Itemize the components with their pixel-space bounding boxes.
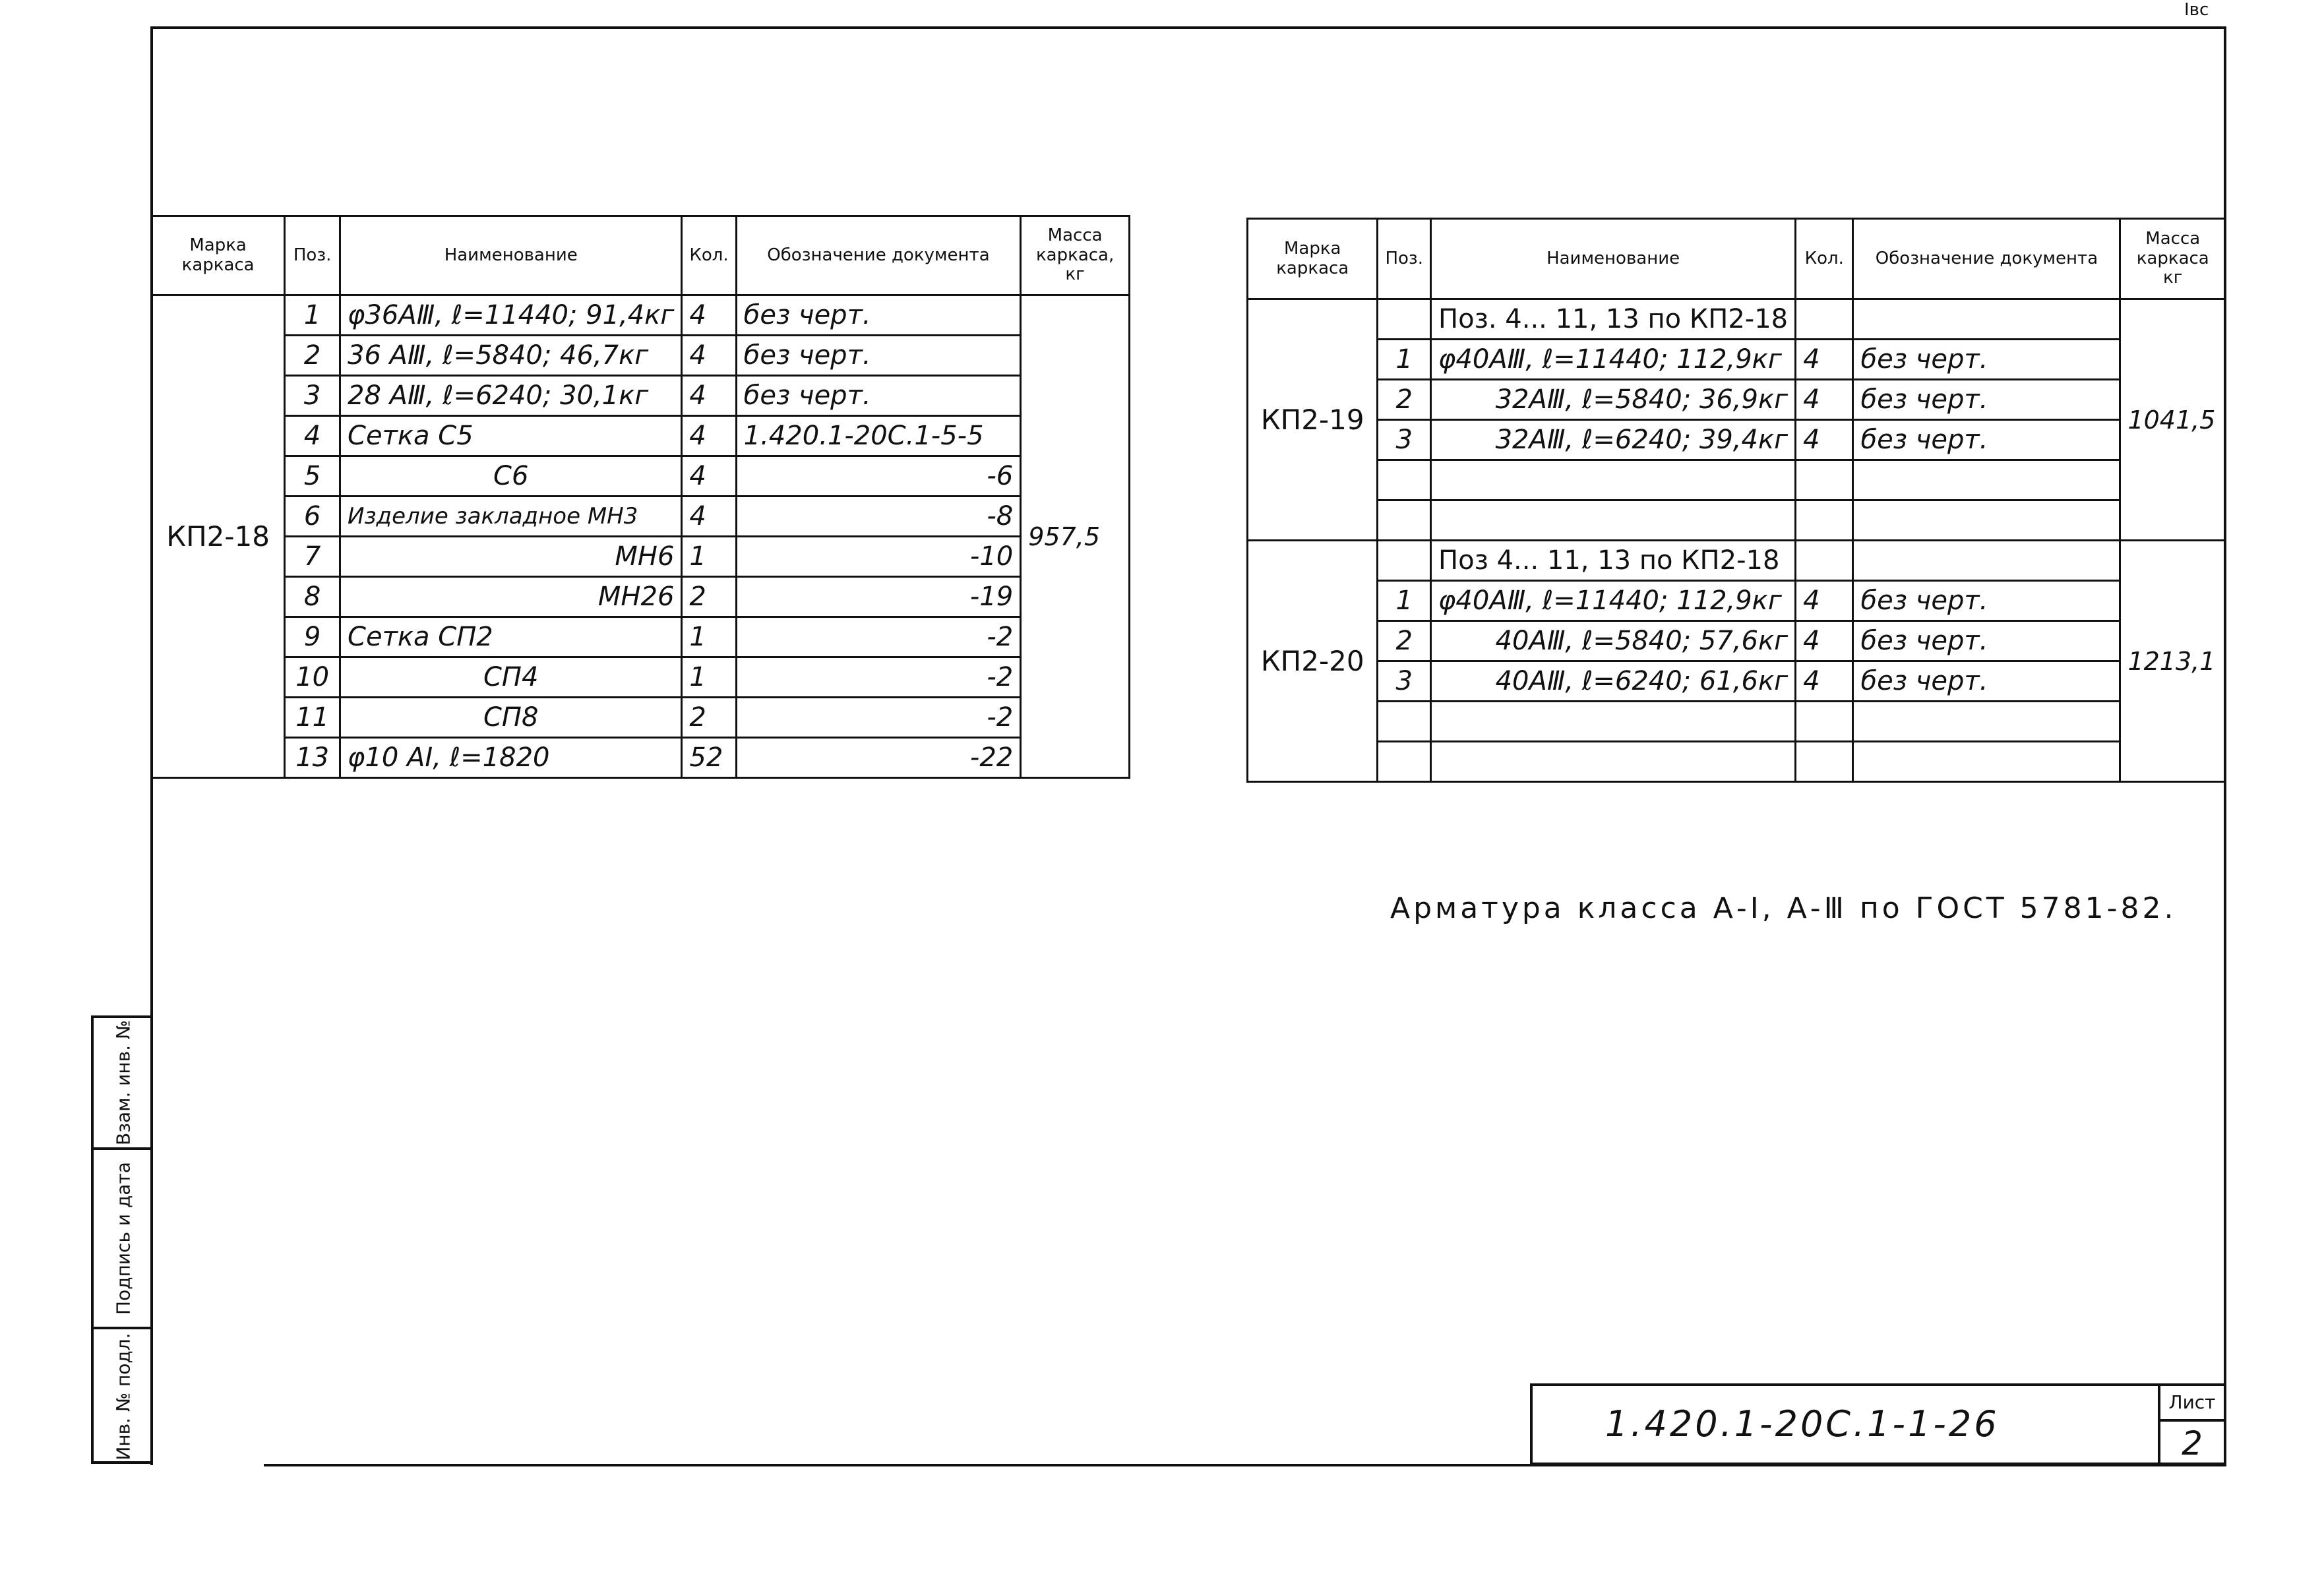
table-row <box>152 336 1130 376</box>
row-name: φ40АⅢ, ℓ=11440; 112,9кг <box>1431 581 1796 621</box>
row-name: Изделие закладное МН3 <box>340 497 682 537</box>
row-name <box>1431 500 1796 541</box>
sheet-number: 2 <box>2182 1424 2203 1463</box>
row-qty: 1 <box>682 537 736 577</box>
row-name: 32АⅢ, ℓ=6240; 39,4кг <box>1431 420 1796 460</box>
row-doc: -8 <box>736 497 1021 537</box>
row-pos: 2 <box>285 336 340 376</box>
row-pos <box>1378 460 1431 500</box>
row-qty: 4 <box>1796 340 1853 380</box>
frame-mass: 1213,1 <box>2120 541 2226 782</box>
stamp-podpis: Подпись и дата <box>112 1162 135 1315</box>
row-qty: 4 <box>1796 661 1853 702</box>
row-name: СП4 <box>340 657 682 698</box>
row-pos: 5 <box>285 456 340 497</box>
table-row <box>1248 500 2226 541</box>
header-name: Наименование <box>1431 219 1796 299</box>
stamp-podpis-cell <box>94 1150 153 1329</box>
header-row <box>152 216 1130 295</box>
header-row <box>1248 219 2226 299</box>
stamp-inv-podl: Инв. № подл. <box>112 1333 135 1461</box>
header-mark: Марка каркаса <box>1248 219 1378 299</box>
table-row <box>152 657 1130 698</box>
row-pos: 1 <box>1378 581 1431 621</box>
row-qty <box>1796 299 1853 340</box>
row-qty: 2 <box>682 698 736 738</box>
row-doc: -19 <box>736 577 1021 617</box>
row-name: СП8 <box>340 698 682 738</box>
header-mass: Масса каркаса кг <box>2120 219 2226 299</box>
table-row <box>1248 702 2226 742</box>
row-qty: 4 <box>682 416 736 456</box>
header-name: Наименование <box>340 216 682 295</box>
table-row <box>1248 420 2226 460</box>
row-name <box>1431 742 1796 782</box>
row-qty: 4 <box>1796 581 1853 621</box>
header-qty: Кол. <box>682 216 736 295</box>
row-doc: без черт. <box>1853 340 2120 380</box>
row-pos: 8 <box>285 577 340 617</box>
row-pos <box>1378 541 1431 581</box>
row-name: φ40АⅢ, ℓ=11440; 112,9кг <box>1431 340 1796 380</box>
row-qty: 4 <box>682 497 736 537</box>
row-pos: 9 <box>285 617 340 657</box>
table-row <box>1248 340 2226 380</box>
row-name: С6 <box>340 456 682 497</box>
row-pos: 3 <box>1378 420 1431 460</box>
row-doc: без черт. <box>1853 380 2120 420</box>
row-name: 32АⅢ, ℓ=5840; 36,9кг <box>1431 380 1796 420</box>
table-row <box>152 416 1130 456</box>
row-doc: без черт. <box>1853 661 2120 702</box>
document-code: 1.420.1-20С.1-1-26 <box>1605 1403 2000 1445</box>
row-pos <box>1378 500 1431 541</box>
row-doc: -2 <box>736 617 1021 657</box>
row-name: Поз. 4... 11, 13 по КП2-18 <box>1431 299 1796 340</box>
row-doc <box>1853 742 2120 782</box>
table-row <box>152 295 1130 336</box>
frame-mass: 1041,5 <box>2120 299 2226 541</box>
title-block <box>1530 1383 2226 1465</box>
table-row <box>152 376 1130 416</box>
header-mass: Масса каркаса, кг <box>1021 216 1130 295</box>
row-doc: без черт. <box>1853 420 2120 460</box>
row-qty: 2 <box>682 577 736 617</box>
spec-table-left <box>150 215 1130 779</box>
table-row <box>1248 380 2226 420</box>
table-row <box>152 617 1130 657</box>
row-doc: без черт. <box>736 376 1021 416</box>
table-row <box>152 738 1130 778</box>
table-row <box>152 698 1130 738</box>
row-pos <box>1378 702 1431 742</box>
row-name: 40АⅢ, ℓ=6240; 61,6кг <box>1431 661 1796 702</box>
row-name: МН26 <box>340 577 682 617</box>
row-pos: 4 <box>285 416 340 456</box>
row-pos: 10 <box>285 657 340 698</box>
row-name: 28 АⅢ, ℓ=6240; 30,1кг <box>340 376 682 416</box>
stamp-vzam: Взам. инв. № <box>112 1019 135 1146</box>
table-row <box>1248 581 2226 621</box>
table-row <box>152 537 1130 577</box>
header-qty: Кол. <box>1796 219 1853 299</box>
row-qty: 4 <box>1796 380 1853 420</box>
row-qty: 1 <box>682 617 736 657</box>
frame-mass: 957,5 <box>1021 295 1130 778</box>
table-row <box>152 577 1130 617</box>
row-doc <box>1853 541 2120 581</box>
row-name: Поз 4... 11, 13 по КП2-18 <box>1431 541 1796 581</box>
header-pos: Поз. <box>1378 219 1431 299</box>
row-name <box>1431 702 1796 742</box>
row-pos: 3 <box>1378 661 1431 702</box>
header-pos: Поз. <box>285 216 340 295</box>
row-pos: 2 <box>1378 621 1431 661</box>
row-pos: 1 <box>285 295 340 336</box>
row-name: 40АⅢ, ℓ=5840; 57,6кг <box>1431 621 1796 661</box>
row-doc: без черт. <box>1853 621 2120 661</box>
row-pos: 7 <box>285 537 340 577</box>
sheet-label: Лист <box>2160 1386 2224 1422</box>
corner-mark: Iвс <box>2184 0 2209 20</box>
row-qty: 52 <box>682 738 736 778</box>
row-pos: 1 <box>1378 340 1431 380</box>
row-doc: 1.420.1-20С.1-5-5 <box>736 416 1021 456</box>
row-qty: 4 <box>682 456 736 497</box>
table-row <box>152 456 1130 497</box>
row-name: φ10 АI, ℓ=1820 <box>340 738 682 778</box>
row-qty: 1 <box>682 657 736 698</box>
row-qty <box>1796 702 1853 742</box>
table-row <box>1248 299 2226 340</box>
frame-mark: КП2-18 <box>152 295 285 778</box>
row-name: φ36АⅢ, ℓ=11440; 91,4кг <box>340 295 682 336</box>
row-qty: 4 <box>682 295 736 336</box>
table-row <box>1248 621 2226 661</box>
frame-mark: КП2-20 <box>1248 541 1378 782</box>
row-pos: 3 <box>285 376 340 416</box>
table-row <box>1248 661 2226 702</box>
row-pos: 11 <box>285 698 340 738</box>
row-doc: -2 <box>736 698 1021 738</box>
row-doc: -6 <box>736 456 1021 497</box>
table-row <box>1248 460 2226 500</box>
row-pos: 2 <box>1378 380 1431 420</box>
row-doc <box>1853 702 2120 742</box>
row-qty <box>1796 541 1853 581</box>
row-doc <box>1853 299 2120 340</box>
margin-stamp <box>91 1015 150 1464</box>
header-doc: Обозначение документа <box>736 216 1021 295</box>
row-doc <box>1853 460 2120 500</box>
table-row <box>1248 742 2226 782</box>
table-row <box>1248 541 2226 581</box>
spec-table-right <box>1246 218 2226 783</box>
frame-mark: КП2-19 <box>1248 299 1378 541</box>
row-qty: 4 <box>1796 621 1853 661</box>
row-name: 36 АⅢ, ℓ=5840; 46,7кг <box>340 336 682 376</box>
row-name: Сетка С5 <box>340 416 682 456</box>
row-name: Сетка СП2 <box>340 617 682 657</box>
row-doc: -10 <box>736 537 1021 577</box>
row-qty <box>1796 500 1853 541</box>
row-pos <box>1378 299 1431 340</box>
row-doc: без черт. <box>736 295 1021 336</box>
header-mark: Марка каркаса <box>152 216 285 295</box>
row-qty <box>1796 742 1853 782</box>
row-pos <box>1378 742 1431 782</box>
row-qty: 4 <box>682 336 736 376</box>
row-qty <box>1796 460 1853 500</box>
stamp-vzam-cell <box>94 1018 153 1150</box>
row-doc: без черт. <box>736 336 1021 376</box>
row-pos: 6 <box>285 497 340 537</box>
table-row <box>152 497 1130 537</box>
stamp-inv-cell <box>94 1329 153 1464</box>
row-doc: -22 <box>736 738 1021 778</box>
row-qty: 4 <box>1796 420 1853 460</box>
row-name: МН6 <box>340 537 682 577</box>
row-name <box>1431 460 1796 500</box>
row-pos: 13 <box>285 738 340 778</box>
header-doc: Обозначение документа <box>1853 219 2120 299</box>
row-doc <box>1853 500 2120 541</box>
sheet-box <box>2158 1386 2224 1465</box>
row-qty: 4 <box>682 376 736 416</box>
row-doc: -2 <box>736 657 1021 698</box>
row-doc: без черт. <box>1853 581 2120 621</box>
reinforcement-note: Арматура класса А-I, А-Ⅲ по ГОСТ 5781-82. <box>1390 891 2177 925</box>
